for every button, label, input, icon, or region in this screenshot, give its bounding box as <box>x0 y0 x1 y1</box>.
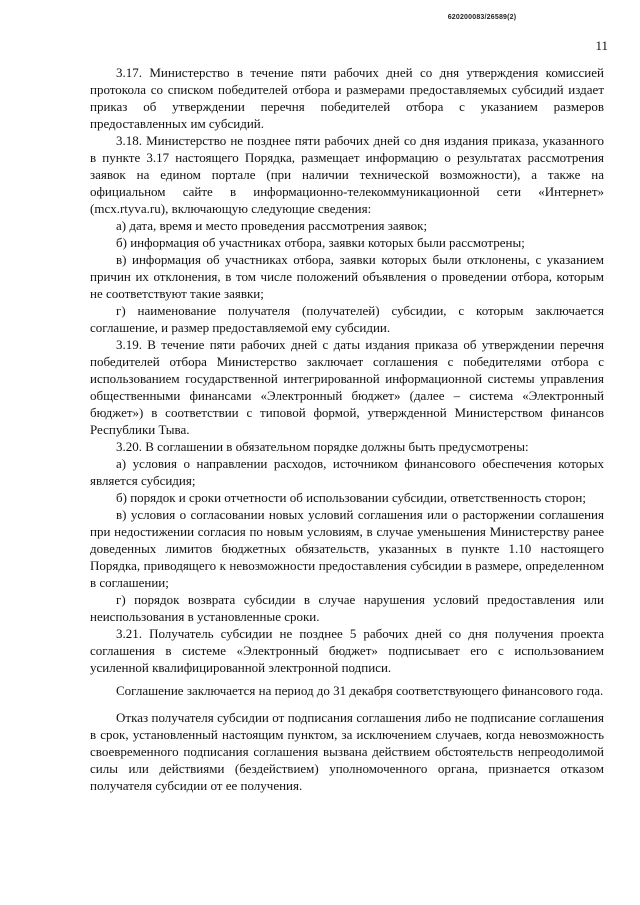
paragraph-3-19: 3.19. В течение пяти рабочих дней с даты издания приказа об утверждении перечня победителей отбора Министерство заключает соглашения с победителями отбора с использованием государственной интегрированной информационной системы управления общественными финансами «Электронный бюджет» (далее – система «Электронный бюджет») в соответствии с типовой формой, утвержденной Министерством финансов Республики Тыва. <box>90 337 604 437</box>
page-number: 11 <box>595 38 608 53</box>
document-code: 620200083/26589(2) <box>447 14 517 21</box>
document-body <box>90 64 604 794</box>
paragraph-3-18: 3.18. Министерство не позднее пяти рабочих дней со дня издания приказа, указанного в пункте 3.17 настоящего Порядка, размещает информацию о результатах рассмотрения заявок на едином портале (при наличии технической возможности), а также на официальном сайте в информационно-телекоммуникационной сети «Интернет» (mcx.rtyva.ru), включающую следующие сведения: <box>90 133 604 216</box>
list-item-3-18-g: г) наименование получателя (получателей) субсидии, с которым заключается соглашение, и размер предоставляемой ему субсидии. <box>90 303 604 335</box>
paragraph-agreement-period: Соглашение заключается на период до 31 декабря соответствующего финансового года. <box>116 683 604 698</box>
list-item-3-20-v: в) условия о согласовании новых условий соглашения или о расторжении соглашения при недостижении согласия по новым условиям, в случае уменьшения Министерству ранее доведенных лимитов бюджетных обязательств, указанных в пункте 1.10 настоящего Порядка, приводящего к невозможности предоставления субсидии в размере, определенном в соглашении; <box>90 507 604 590</box>
list-item-3-20-a: а) условия о направлении расходов, источником финансового обеспечения которых является субсидия; <box>90 456 604 488</box>
list-item-3-20-b: б) порядок и сроки отчетности об использовании субсидии, ответственность сторон; <box>116 490 586 505</box>
list-item-3-18-v: в) информация об участниках отбора, заявки которых были отклонены, с указанием причин их отклонения, в том числе положений объявления о проведении отбора, которым не соответствуют такие заявки; <box>90 252 604 301</box>
paragraph-3-21: 3.21. Получатель субсидии не позднее 5 рабочих дней со дня получения проекта соглашения в системе «Электронный бюджет» подписывает его с использованием усиленной квалифицированной электронной подписи. <box>90 626 604 675</box>
paragraph-refusal: Отказ получателя субсидии от подписания соглашения либо не подписание соглашения в срок, установленный настоящим пунктом, за исключением случаев, когда невозможность своевременного подписания соглашения вызвана действием обстоятельств непреодолимой силы или действиями (бездействием) уполномоченного органа, признается отказом получателя субсидии от ее получения. <box>90 710 604 793</box>
list-item-3-18-a: а) дата, время и место проведения рассмотрения заявок; <box>116 218 428 233</box>
paragraph-3-20: 3.20. В соглашении в обязательном порядке должны быть предусмотрены: <box>116 439 529 454</box>
list-item-3-18-b: б) информация об участниках отбора, заявки которых были рассмотрены; <box>116 235 525 250</box>
list-item-3-20-g: г) порядок возврата субсидии в случае нарушения условий предоставления или неиспользования в установленные сроки. <box>90 592 604 624</box>
paragraph-3-17: 3.17. Министерство в течение пяти рабочих дней со дня утверждения комиссией протокола со списком победителей отбора и размерами предоставляемых субсидий издает приказ об утверждении перечня победителей отбора с указанием размеров предоставленных им субсидий. <box>90 65 604 131</box>
